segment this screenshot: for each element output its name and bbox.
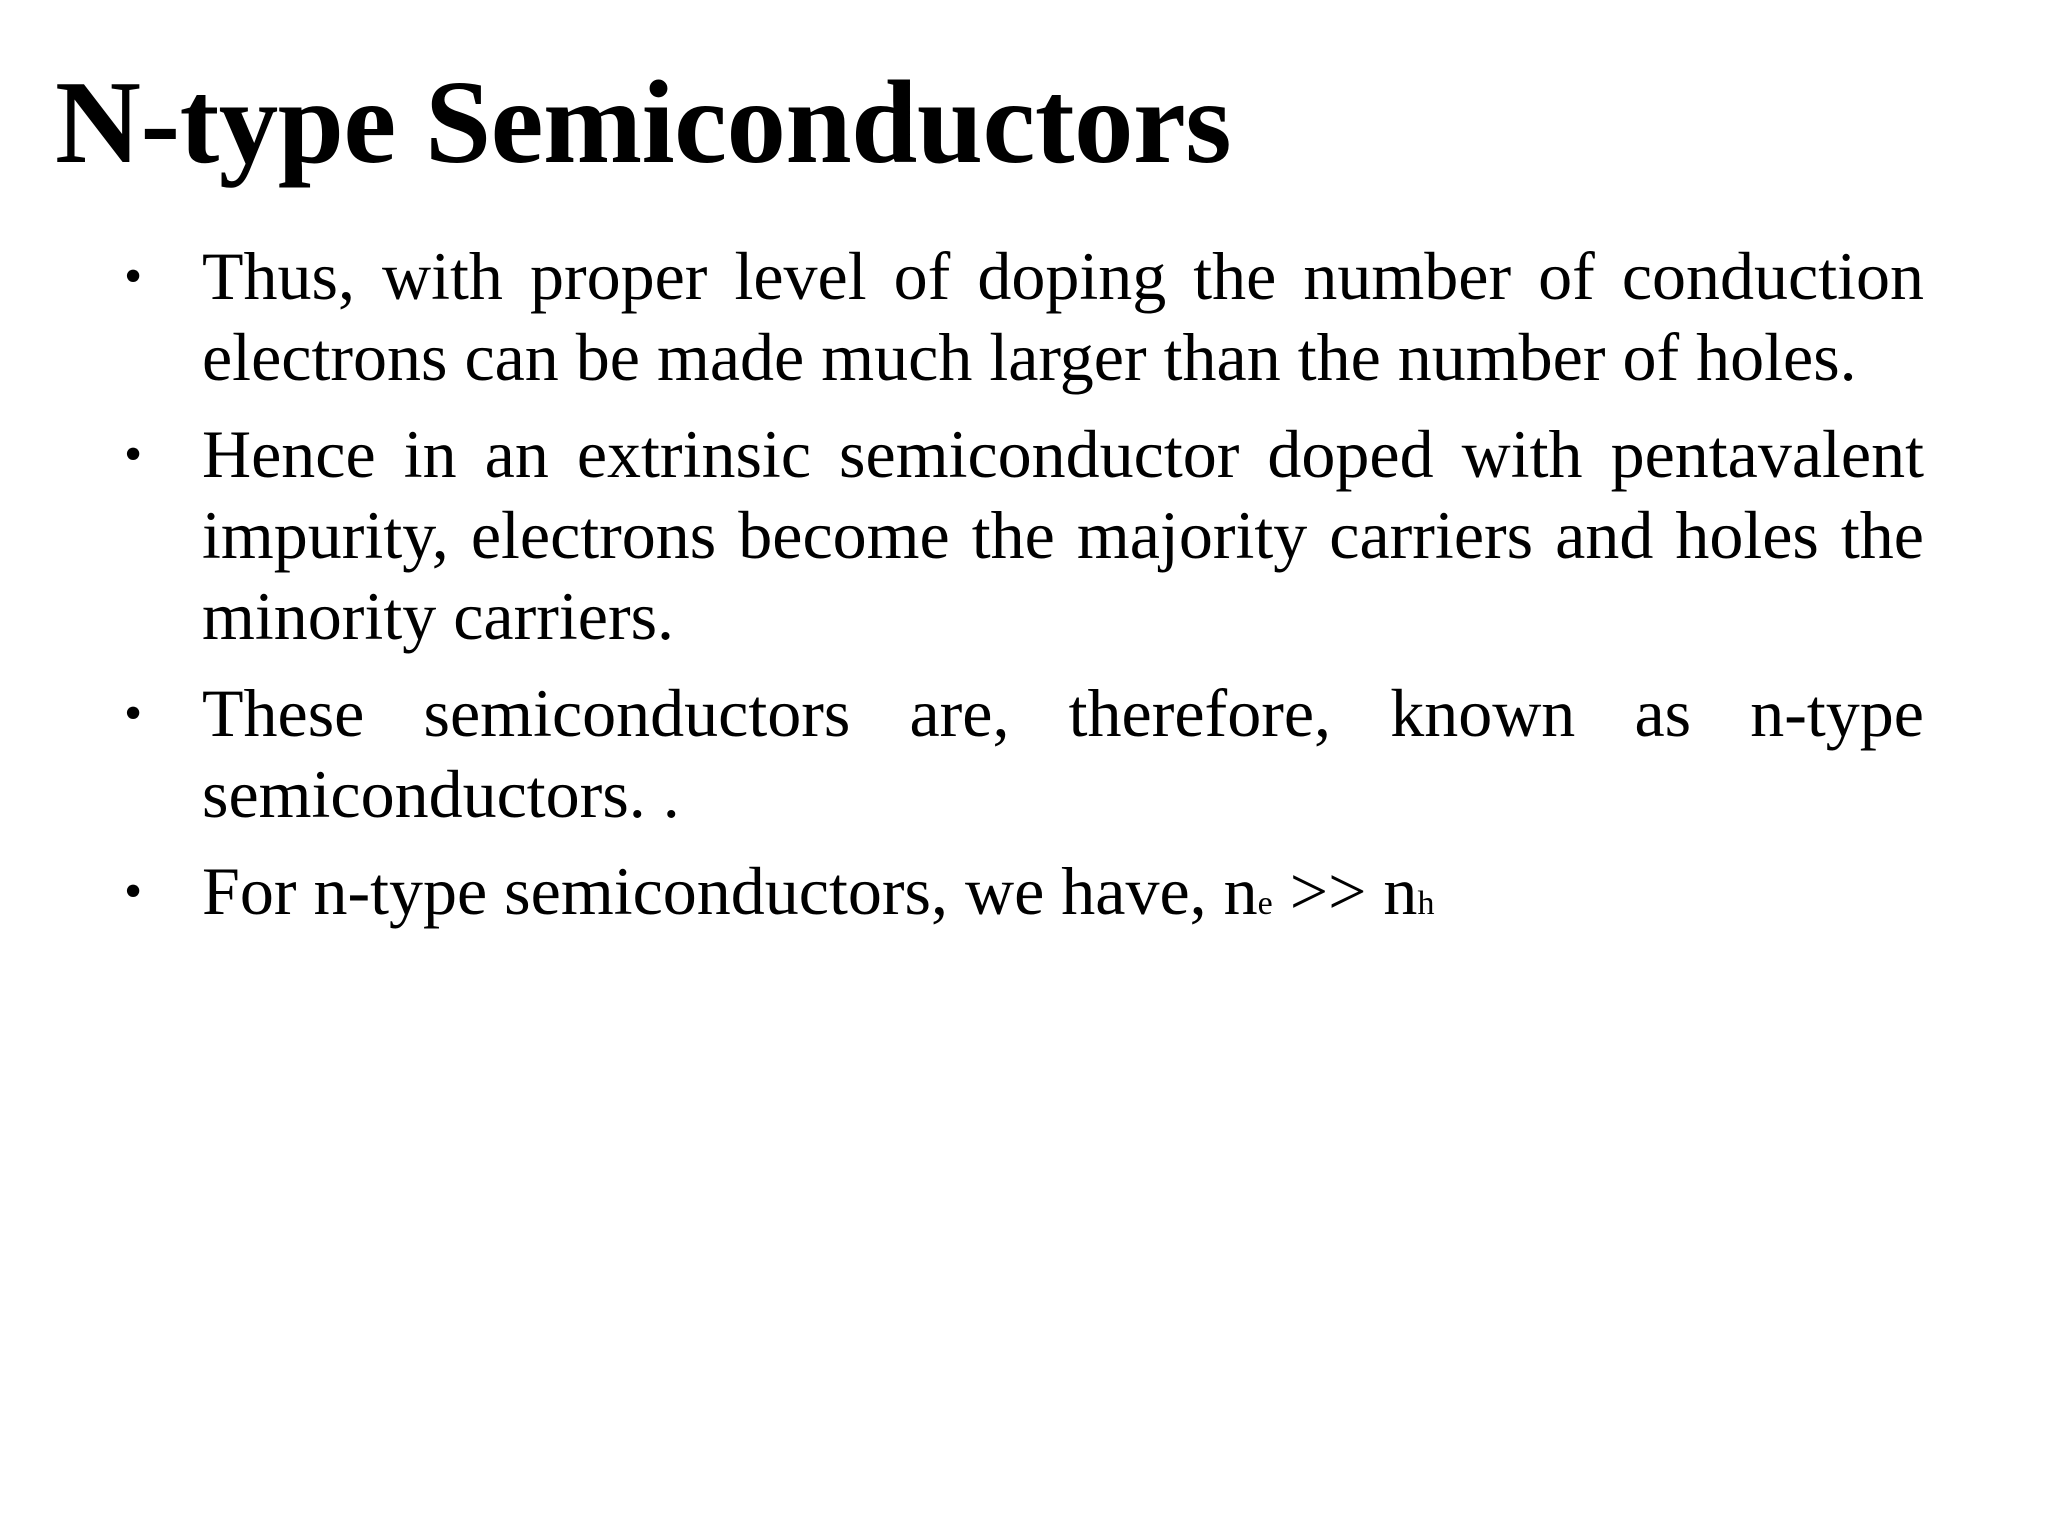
bullet-text: Hence in an extrinsic semiconductor doped with pentavalent impurity, electrons become the majority carriers and holes the minority carriers. [202,416,1924,654]
bullet-text: These semiconductors are, therefore, known as n-type semiconductors. . [202,675,1924,832]
bullet-item [124,414,1924,657]
slide-title: N-type Semiconductors [55,56,1232,188]
bullet-text [202,853,1434,929]
bullet-dot-icon: • [124,248,143,305]
subscript-e: e [1257,885,1273,922]
bullet-dot-icon: • [124,426,143,483]
bullet-item [124,236,1924,398]
bullet-dot-icon: • [124,685,143,742]
bullet-list [124,236,1924,948]
bullet-item [124,851,1924,932]
bullet-text: Thus, with proper level of doping the number of conduction electrons can be made much larger than the number of holes. [202,238,1924,395]
bullet-item [124,673,1924,835]
subscript-h: h [1417,885,1435,922]
bullet-dot-icon: • [124,863,143,920]
equation-operator: >> n [1272,853,1418,929]
equation-prefix: For n-type semiconductors, we have, n [202,853,1258,929]
